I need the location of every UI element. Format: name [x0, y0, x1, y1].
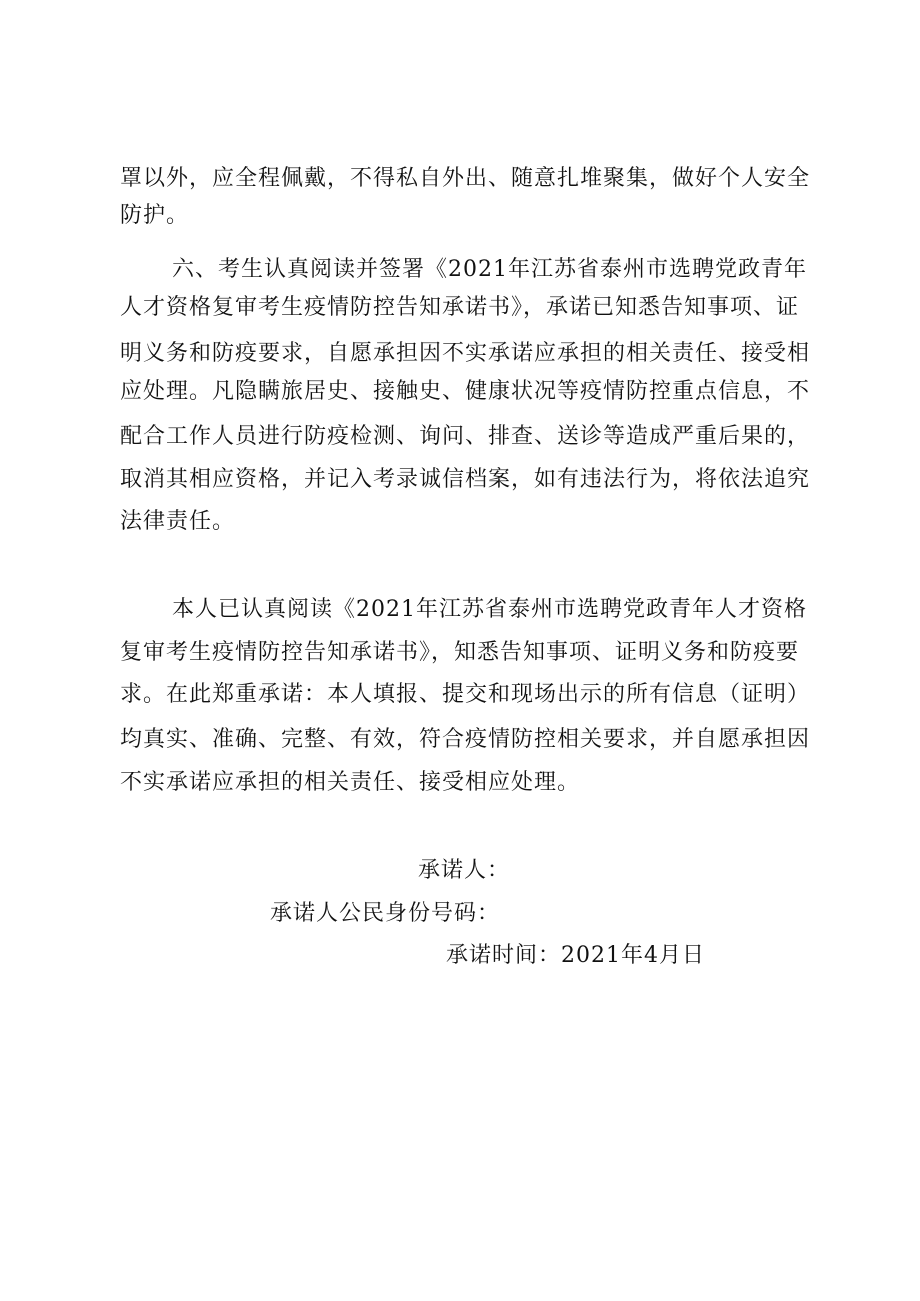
promise-time: 承诺时间：2021年4月日: [446, 943, 705, 968]
continuation-line-2: 防护。: [120, 203, 190, 228]
clause-six-line-4: 应处理。凡隐瞒旅居史、接触史、健康状况等疫情防控重点信息，不: [120, 379, 811, 404]
clause-six-line-1: 六、考生认真阅读并签署《2021年江苏省泰州市选聘党政青年: [172, 257, 807, 282]
clause-six-line-2: 人才资格复审考生疫情防控告知承诺书》，承诺已知悉告知事项、证: [120, 295, 800, 320]
commitment-line-3: 求。在此郑重承诺：本人填报、提交和现场出示的所有信息（证明）: [120, 682, 811, 707]
clause-six-line-5: 配合工作人员进行防疫检测、询问、排查、送诊等造成严重后果的，: [120, 424, 811, 449]
commitment-line-5: 不实承诺应承担的相关责任、接受相应处理。: [120, 770, 581, 795]
commitment-line-2: 复审考生疫情防控告知承诺书》，知悉告知事项、证明义务和防疫要: [120, 640, 800, 665]
clause-six-line-6: 取消其相应资格，并记入考录诚信档案，如有违法行为，将依法追究: [120, 467, 811, 492]
commitment-line-1: 本人已认真阅读《2021年江苏省泰州市选聘党政青年人才资格: [172, 597, 807, 622]
promisor-label: 承诺人：: [418, 858, 511, 883]
clause-six-line-7: 法律责任。: [120, 509, 236, 534]
commitment-line-4: 均真实、准确、完整、有效，符合疫情防控相关要求，并自愿承担因: [120, 727, 811, 752]
clause-six-line-3: 明义务和防疫要求，自愿承担因不实承诺应承担的相关责任、接受相: [120, 341, 811, 366]
promisor-id-label: 承诺人公民身份号码：: [270, 901, 501, 926]
continuation-line-1: 罩以外，应全程佩戴，不得私自外出、随意扎堆聚集，做好个人安全: [120, 166, 811, 191]
